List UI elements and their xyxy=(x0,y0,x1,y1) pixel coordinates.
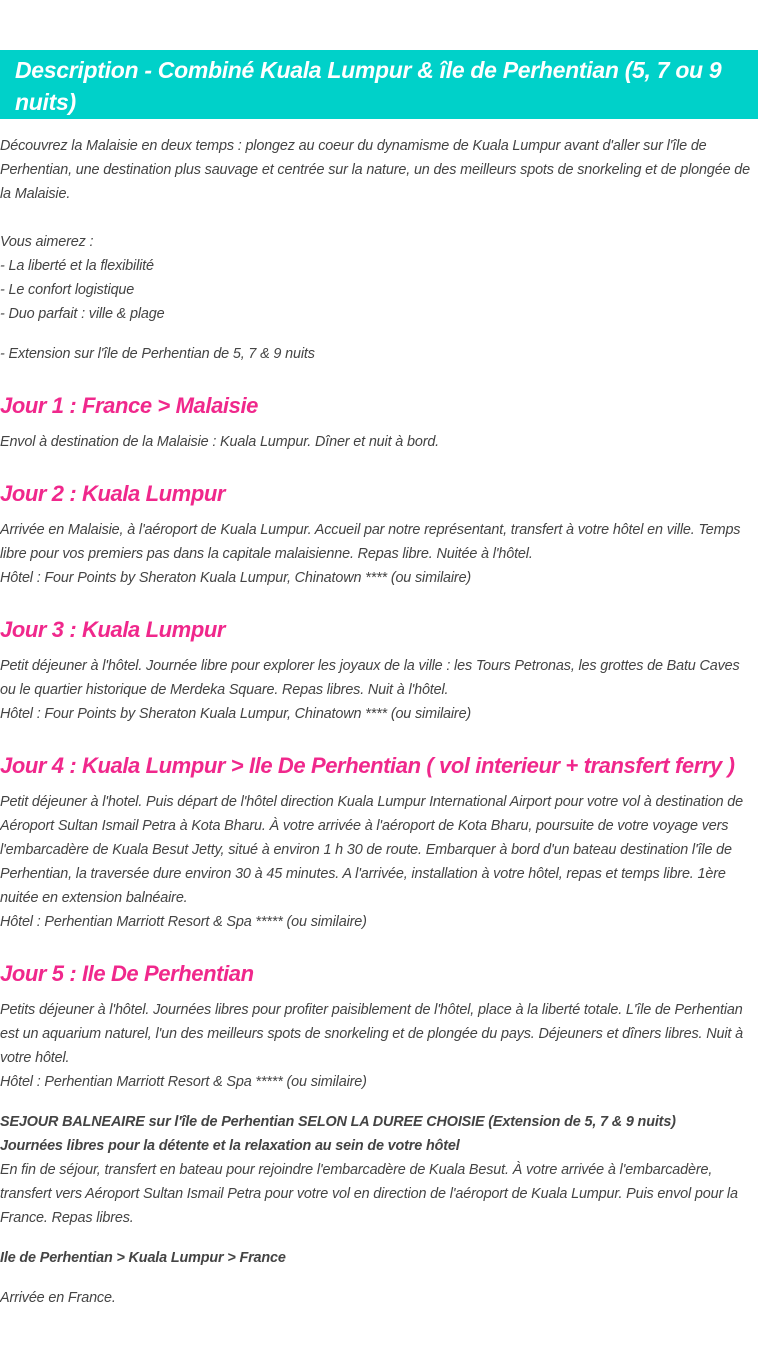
day-5-hotel: Hôtel : Perhentian Marriott Resort & Spa ***** (ou similaire) xyxy=(0,1074,367,1090)
day-4-title: Jour 4 : Kuala Lumpur > Ile De Perhentian ( vol interieur + transfert ferry ) xyxy=(0,753,735,778)
day-3-hotel: Hôtel : Four Points by Sheraton Kuala Lumpur, Chinatown **** (ou similaire) xyxy=(0,706,472,722)
day-4-text: Petit déjeuner à l'hotel. Puis départ de l'hôtel direction Kuala Lumpur International Airport pour votre vol à destination de Aéroport Sultan Ismail Petra à Kota Bharu. À votre arrivée à l'aéroport de Kota Bharu, poursuite de votre voyage vers l'embarcadère de Kuala Besut Jetty, situé à environ 1 h 30 de route. Embarquer à bord d'un bateau destination l'île de Perhentian, la traversée dure environ 30 à 45 minutes. A l'arrivée, installation à votre hôtel, repas et temps libre. 1ère nuitée en extension balnéaire. xyxy=(0,794,743,906)
final-heading: Ile de Perhentian > Kuala Lumpur > France xyxy=(0,1250,286,1266)
day-2-title: Jour 2 : Kuala Lumpur xyxy=(0,481,226,506)
sejour-heading: SEJOUR BALNEAIRE sur l'île de Perhentian SELON LA DUREE CHOISIE (Extension de 5, 7 & 9 nuits) xyxy=(0,1114,676,1130)
day-5-text: Petits déjeuner à l'hôtel. Journées libres pour profiter paisiblement de l'hôtel, place à la liberté totale. L'île de Perhentian est un aquarium naturel, l'un des meilleurs spots de snorkeling et de plongée du pays. Déjeuners et dîners libres. Nuit à votre hôtel. xyxy=(0,1002,743,1066)
day-3-text: Petit déjeuner à l'hôtel. Journée libre pour explorer les joyaux de la ville : les Tours Petronas, les grottes de Batu Caves ou le quartier historique de Merdeka Square. Repas libres. Nuit à l'hôtel. xyxy=(0,658,740,698)
final-text: Arrivée en France. xyxy=(0,1290,116,1306)
likes-heading: Vous aimerez : xyxy=(0,234,94,250)
like-item: - La liberté et la flexibilité xyxy=(0,258,154,274)
intro-text: Découvrez la Malaisie en deux temps : plongez au coeur du dynamisme de Kuala Lumpur avant d'aller sur l'île de Perhentian, une destination plus sauvage et centrée sur la nature, un des meilleurs spots de snorkeling et de plongée de la Malaisie. xyxy=(0,138,751,202)
like-item: - Le confort logistique xyxy=(0,282,135,298)
day-2-hotel: Hôtel : Four Points by Sheraton Kuala Lumpur, Chinatown **** (ou similaire) xyxy=(0,570,472,586)
day-5-title: Jour 5 : Ile De Perhentian xyxy=(0,961,254,986)
day-1-title: Jour 1 : France > Malaisie xyxy=(0,393,258,418)
day-1-text: Envol à destination de la Malaisie : Kuala Lumpur. Dîner et nuit à bord. xyxy=(0,434,440,450)
day-3-title: Jour 3 : Kuala Lumpur xyxy=(0,617,226,642)
sejour-subheading: Journées libres pour la détente et la relaxation au sein de votre hôtel xyxy=(0,1138,460,1154)
day-2-text: Arrivée en Malaisie, à l'aéroport de Kuala Lumpur. Accueil par notre représentant, transfert à votre hôtel en ville. Temps libre pour vos premiers pas dans la capitale malaisienne. Repas libre. Nuitée à l'hôtel. xyxy=(0,522,741,562)
description-header xyxy=(0,50,758,119)
sejour-text: En fin de séjour, transfert en bateau pour rejoindre l'embarcadère de Kuala Besut. À votre arrivée à l'embarcadère, transfert vers Aéroport Sultan Ismail Petra pour votre vol en direction de l'aéroport de Kuala Lumpur. Puis envol pour la France. Repas libres. xyxy=(0,1162,738,1226)
like-item: - Duo parfait : ville & plage xyxy=(0,306,165,322)
itinerary-content xyxy=(0,134,758,1310)
extension-text: - Extension sur l'île de Perhentian de 5, 7 & 9 nuits xyxy=(0,346,315,362)
day-4-hotel: Hôtel : Perhentian Marriott Resort & Spa ***** (ou similaire) xyxy=(0,914,367,930)
page-title: Description - Combiné Kuala Lumpur & île de Perhentian (5, 7 ou 9 nuits) xyxy=(15,57,722,115)
